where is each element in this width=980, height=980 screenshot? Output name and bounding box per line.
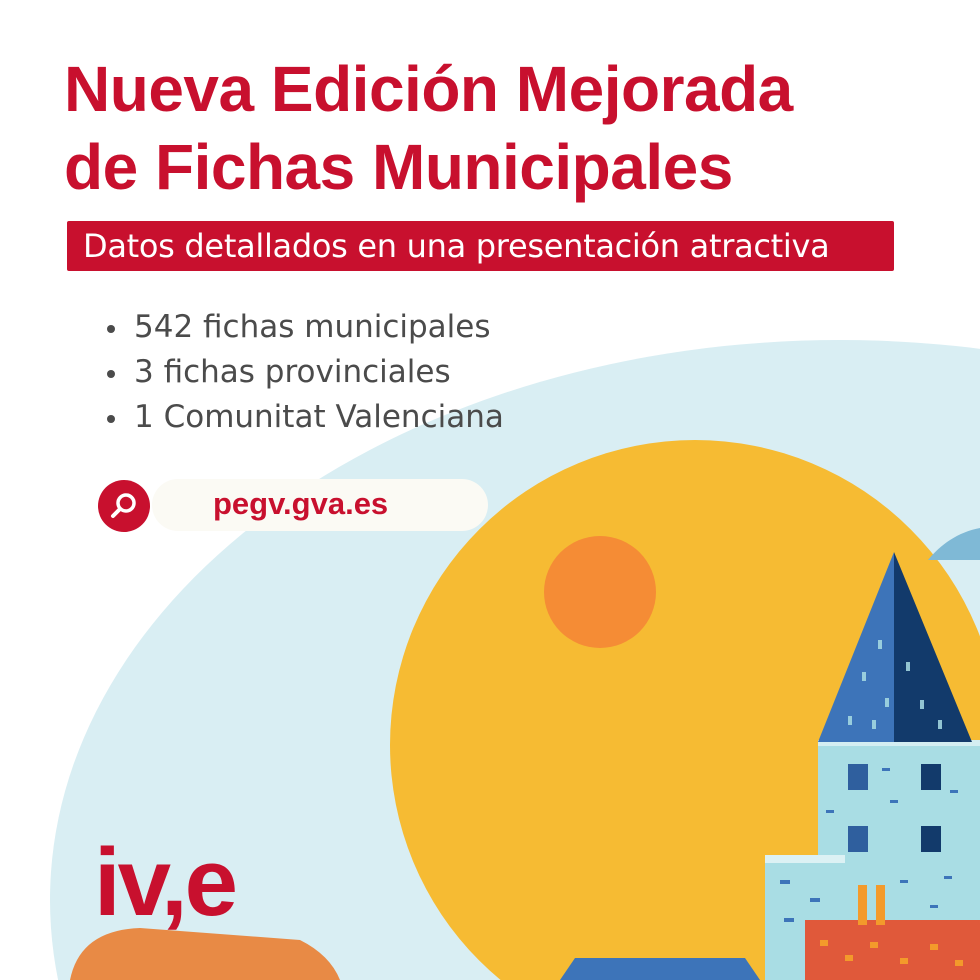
subtitle-banner (67, 221, 894, 271)
tower-window (921, 764, 941, 790)
search-button[interactable] (98, 480, 150, 532)
subtitle-text: Datos detallados en una presentación atractiva (83, 227, 830, 265)
website-link[interactable]: pegv.gva.es (213, 486, 389, 521)
house-roof-shape (560, 958, 760, 980)
feature-list (104, 305, 504, 440)
list-item: 542 fichas municipales (104, 305, 504, 350)
tower-window (848, 826, 868, 852)
ive-logo: iv,e (94, 829, 235, 936)
list-item: 3 fichas provinciales (104, 350, 504, 395)
list-item: 1 Comunitat Valenciana (104, 395, 504, 440)
headline-line-2: de Fichas Municipales (64, 131, 733, 203)
headline (64, 50, 944, 206)
roof-tiles-shape (805, 920, 980, 980)
search-icon (109, 491, 139, 521)
headline-line-1: Nueva Edición Mejorada (64, 53, 793, 125)
tower-window (921, 826, 941, 852)
sun-spot-shape (544, 536, 656, 648)
tower-window (848, 764, 868, 790)
